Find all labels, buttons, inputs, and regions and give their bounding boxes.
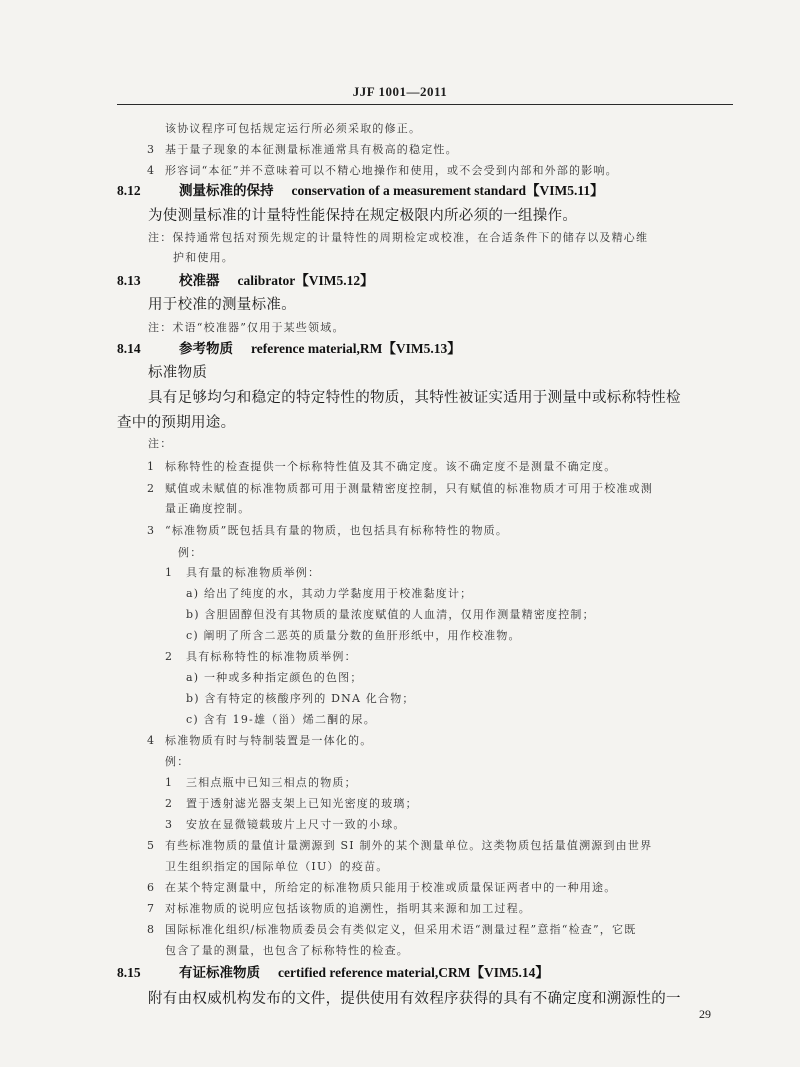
text-line: 注：术语“校准器”仅用于某些领域。 [148, 321, 345, 334]
page-header: JJF 1001—2011 [352, 84, 448, 99]
term-english: reference material,RM【VIM5.13】 [251, 341, 461, 356]
term-chinese: 测量标准的保持 [179, 183, 274, 199]
text-line: b) 含有特定的核酸序列的 DNA 化合物； [186, 692, 415, 705]
text-line: 护和使用。 [173, 251, 234, 264]
text-line: 安放在显微镜载玻片上尺寸一致的小球。 [186, 818, 406, 831]
note-number: 2 [165, 797, 172, 810]
text-line: 在某个特定测量中，所给定的标准物质只能用于校准或质量保证两者中的一种用途。 [165, 881, 617, 894]
text-line: 量正确度控制。 [165, 502, 251, 515]
text-line: “标准物质”既包括具有量的物质，也包括具有标称特性的物质。 [165, 524, 509, 537]
text-line: b) 含胆固醇但没有其物质的量浓度赋值的人血清，仅用作测量精密度控制； [186, 608, 595, 621]
note-number: 3 [165, 818, 172, 831]
text-line: 形容词“本征”并不意味着可以不精心地操作和使用，或不会受到内部和外部的影响。 [165, 164, 618, 177]
term-chinese: 校准器 [179, 273, 220, 289]
text-line: 基于量子现象的本征测量标准通常具有极高的稳定性。 [165, 143, 458, 156]
term-english: certified reference material,CRM【VIM5.14】 [278, 965, 549, 980]
text-line: a) 给出了纯度的水，其动力学黏度用于校准黏度计； [186, 587, 473, 600]
term-chinese: 参考物质 [179, 341, 233, 357]
term-heading [117, 965, 549, 982]
note-number: 1 [165, 776, 172, 789]
text-line: a) 一种或多种指定颜色的色图； [186, 671, 363, 684]
term-number: 8.15 [117, 965, 141, 980]
text-line: 置于透射滤光器支架上已知光密度的玻璃； [186, 797, 418, 810]
text-line: 包含了量的测量，也包含了标称特性的检查。 [165, 944, 409, 957]
page-number: 29 [699, 1007, 711, 1021]
text-line: c) 含有 19-雄（甾）烯二酮的尿。 [186, 713, 376, 726]
term-heading [117, 341, 461, 358]
text-line: 为使测量标准的计量特性能保持在规定极限内所必须的一组操作。 [148, 208, 578, 224]
text-line: 具有量的标准物质举例： [186, 566, 321, 579]
text-line: 三相点瓶中已知三相点的物质； [186, 776, 357, 789]
text-line: 用于校准的测量标准。 [148, 297, 296, 313]
note-number: 7 [147, 902, 154, 915]
header-rule [117, 104, 733, 105]
term-heading [117, 273, 374, 290]
text-line: 具有标称特性的标准物质举例： [186, 650, 357, 663]
note-number: 8 [147, 923, 154, 936]
term-heading [117, 183, 604, 200]
note-number: 1 [147, 460, 154, 473]
text-line: 卫生组织指定的国际单位（IU）的疫苗。 [165, 860, 389, 873]
note-number: 4 [147, 164, 154, 177]
text-line: 标称特性的检查提供一个标称特性值及其不确定度。该不确定度不是测量不确定度。 [165, 460, 617, 473]
text-line: 注：保持通常包括对预先规定的计量特性的周期检定或校准，在合适条件下的储存以及精心维 [148, 231, 649, 244]
text-line: 有些标准物质的量值计量溯源到 SI 制外的某个测量单位。这类物质包括量值溯源到由世界 [165, 839, 653, 852]
text-line: 查中的预期用途。 [117, 415, 236, 431]
note-number: 2 [165, 650, 172, 663]
note-number: 3 [147, 524, 154, 537]
term-number: 8.12 [117, 183, 141, 198]
text-line: 赋值或未赋值的标准物质都可用于测量精密度控制，只有赋值的标准物质才可用于校准或测 [165, 482, 653, 495]
term-english: calibrator【VIM5.12】 [237, 273, 374, 288]
note-number: 2 [147, 482, 154, 495]
text-line: 附有由权威机构发布的文件，提供使用有效程序获得的具有不确定度和溯源性的一 [148, 991, 681, 1007]
term-number: 8.14 [117, 341, 141, 356]
text-line: 标准物质 [148, 365, 208, 381]
term-chinese: 有证标准物质 [179, 965, 260, 981]
text-line: 具有足够均匀和稳定的特定特性的物质，其特性被证实适用于测量中或标称特性检 [148, 390, 681, 406]
note-number: 4 [147, 734, 154, 747]
text-line: 该协议程序可包括规定运行所必须采取的修正。 [165, 122, 422, 135]
text-line: c) 阐明了所含二恶英的质量分数的鱼肝形纸中，用作校准物。 [186, 629, 521, 642]
text-line: 对标准物质的说明应包括该物质的追溯性，指明其来源和加工过程。 [165, 902, 531, 915]
text-line: 标准物质有时与特制装置是一体化的。 [165, 734, 373, 747]
term-number: 8.13 [117, 273, 141, 288]
text-line: 国际标准化组织/标准物质委员会有类似定义，但采用术语“测量过程”意指“检查”，它既 [165, 923, 637, 936]
note-number: 1 [165, 566, 172, 579]
term-english: conservation of a measurement standard【VIM5.11】 [291, 183, 604, 198]
note-number: 5 [147, 839, 154, 852]
text-line: 注： [148, 437, 173, 450]
text-line: 例： [165, 755, 190, 768]
note-number: 3 [147, 143, 154, 156]
text-line: 例： [178, 546, 203, 559]
note-number: 6 [147, 881, 154, 894]
